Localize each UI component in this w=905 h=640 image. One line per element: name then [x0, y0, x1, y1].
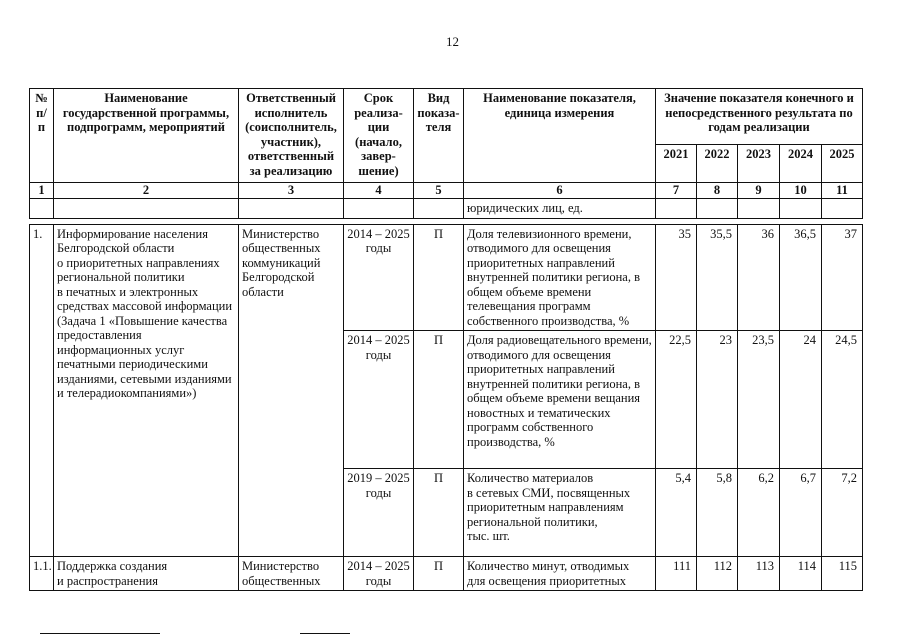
- item1-type-1: П: [414, 224, 464, 331]
- item1-1-period: 2014 – 2025 годы: [344, 557, 414, 591]
- header-num: № п/п: [30, 89, 54, 183]
- header-program-name: Наименование государственной программы, подпрограмм, мероприятий: [54, 89, 239, 183]
- item1-1-row: [30, 557, 863, 591]
- colnum-11: 11: [822, 183, 863, 199]
- item1-period-2: 2014 – 2025 годы: [344, 331, 414, 469]
- item1-value-3-2024: 6,7: [780, 469, 822, 557]
- column-numbers-row: [30, 183, 863, 199]
- header-responsible: Ответственный исполнитель (соисполнитель, участник), ответственный за реализацию: [239, 89, 344, 183]
- header-period: Срок реализа-ции (начало, завер-шение): [344, 89, 414, 183]
- header-values: Значение показателя конечного и непосредственного результата по годам реализации: [656, 89, 863, 145]
- item1-1-type: П: [414, 557, 464, 591]
- item1-value-2-2025: 24,5: [822, 331, 863, 469]
- year-2025: 2025: [822, 145, 863, 183]
- year-2021: 2021: [656, 145, 697, 183]
- scan-edge-line: [300, 633, 350, 634]
- colnum-5: 5: [414, 183, 464, 199]
- colnum-9: 9: [738, 183, 780, 199]
- item1-num: 1.: [30, 224, 54, 557]
- item1-value-3-2023: 6,2: [738, 469, 780, 557]
- item1-1-responsible: Министерство общественных: [239, 557, 344, 591]
- colnum-3: 3: [239, 183, 344, 199]
- item1-value-1-2021: 35: [656, 224, 697, 331]
- item1-value-1-2025: 37: [822, 224, 863, 331]
- year-2023: 2023: [738, 145, 780, 183]
- header-indicator-name: Наименование показателя, единица измерения: [464, 89, 656, 183]
- item1-value-3-2025: 7,2: [822, 469, 863, 557]
- colnum-2: 2: [54, 183, 239, 199]
- item1-1-value-2024: 114: [780, 557, 822, 591]
- item1-value-2-2024: 24: [780, 331, 822, 469]
- item1-1-value-2025: 115: [822, 557, 863, 591]
- page-number: 12: [446, 34, 459, 49]
- item1-period-3: 2019 – 2025 годы: [344, 469, 414, 557]
- header-indicator-type: Вид показа-теля: [414, 89, 464, 183]
- item1-1-name: Поддержка создания и распространения: [54, 557, 239, 591]
- item1-row1: [30, 224, 863, 331]
- scan-edge-line: [40, 633, 160, 634]
- item1-indicator-1: Доля телевизионного времени, отводимого для освещения приоритетных направлений внутренней политики региона, в общем объеме времени телевещания программ собственного производства, %: [464, 224, 656, 331]
- item1-name: Информирование населения Белгородской области о приоритетных направлениях региональной политики в печатных и электронных средствах массовой информации (Задача 1 «Повышение качества предоставления информационных услуг печатными периодическими изданиями, сетевыми изданиями и телерадиокомпаниями»): [54, 224, 239, 557]
- colnum-6: 6: [464, 183, 656, 199]
- header-row: [30, 89, 863, 145]
- item1-value-1-2023: 36: [738, 224, 780, 331]
- item1-1-value-2023: 113: [738, 557, 780, 591]
- program-table: [29, 88, 863, 591]
- item1-value-3-2022: 5,8: [697, 469, 738, 557]
- item1-type-3: П: [414, 469, 464, 557]
- item1-1-value-2021: 111: [656, 557, 697, 591]
- colnum-7: 7: [656, 183, 697, 199]
- year-2022: 2022: [697, 145, 738, 183]
- item1-period-1: 2014 – 2025 годы: [344, 224, 414, 331]
- item1-value-1-2022: 35,5: [697, 224, 738, 331]
- item1-1-value-2022: 112: [697, 557, 738, 591]
- year-2024: 2024: [780, 145, 822, 183]
- continuation-indicator: юридических лиц, ед.: [464, 198, 656, 218]
- item1-1-indicator: Количество минут, отводимых для освещения приоритетных: [464, 557, 656, 591]
- item1-value-2-2023: 23,5: [738, 331, 780, 469]
- colnum-1: 1: [30, 183, 54, 199]
- colnum-8: 8: [697, 183, 738, 199]
- item1-value-2-2021: 22,5: [656, 331, 697, 469]
- item1-value-1-2024: 36,5: [780, 224, 822, 331]
- colnum-4: 4: [344, 183, 414, 199]
- continuation-row: [30, 198, 863, 218]
- item1-indicator-3: Количество материалов в сетевых СМИ, посвященных приоритетным направлениям региональной политики, тыс. шт.: [464, 469, 656, 557]
- colnum-10: 10: [780, 183, 822, 199]
- item1-type-2: П: [414, 331, 464, 469]
- item1-1-num: 1.1.: [30, 557, 54, 591]
- item1-indicator-2: Доля радиовещательного времени, отводимого для освещения приоритетных направлений внутренней политики региона, в общем объеме времени вещания новостных и тематических программ собственного производства, %: [464, 331, 656, 469]
- item1-value-2-2022: 23: [697, 331, 738, 469]
- item1-responsible: Министерство общественных коммуникаций Белгородской области: [239, 224, 344, 557]
- item1-value-3-2021: 5,4: [656, 469, 697, 557]
